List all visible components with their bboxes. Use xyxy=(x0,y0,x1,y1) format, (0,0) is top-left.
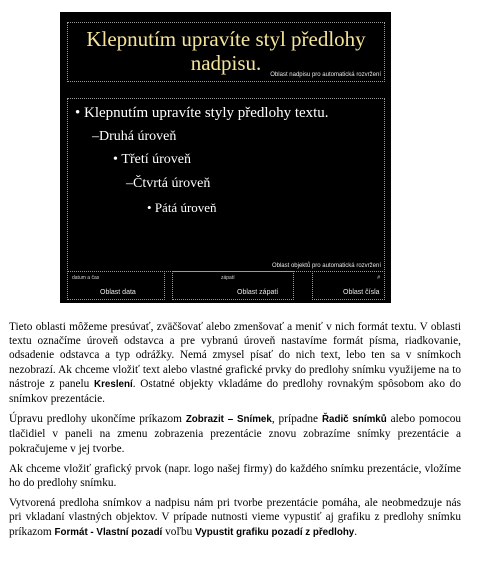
bullet-3: • xyxy=(113,152,118,167)
footer-placeholder[interactable] xyxy=(172,271,294,300)
bullet-4: – xyxy=(126,176,133,191)
p2-text-e: alebo pomocou tlačidiel v paneli na zmenu zobrazenia prezentácie znovu zobrazíme snímky prezentácie a pokračujeme v jej tvorbe. xyxy=(9,413,462,455)
document-text xyxy=(9,320,461,546)
number-field-code: # xyxy=(377,275,380,281)
paragraph-3: Ak chceme vložiť grafický prvok (napr. logo našej firmy) do každého snímku prezentácie, vložíme ho do predlohy snímku. xyxy=(9,462,461,490)
bullet-1: • xyxy=(75,105,81,121)
body-level-2 xyxy=(92,129,176,145)
level-3-text: Třetí úroveň xyxy=(121,152,191,167)
level-1-text: Klepnutím upravíte styly předlohy textu. xyxy=(84,105,329,121)
title-text: Klepnutím upravíte styl předlohy nadpisu. xyxy=(86,27,366,75)
number-area-label: Oblast čísla xyxy=(343,289,380,296)
p1-command-kresleni: Kreslení xyxy=(94,378,133,390)
level-5-text: Pátá úroveň xyxy=(154,200,217,215)
p1-text-a: Tieto oblasti môžeme presúvať, zväčšovať alebo zmenšovať a meniť v nich formát textu. V oblasti textu označíme úroveň odstavca a pre vybranú úroveň nastavíme formát písma, riadkovanie, odsadenie odstavca a typ odrážky. Nemá zmysel písať do nich text, lebo ten sa v snímkoch nezobrazí. Ak chceme vložiť text alebo vlastné grafické prvky do predlohy snímku využijeme na to nástroje z panelu xyxy=(9,321,461,390)
date-area-label: Oblast data xyxy=(100,289,136,296)
bullet-5: • xyxy=(147,200,152,215)
title-area-label: Oblast nadpisu pro automatická rozvržení xyxy=(270,72,381,78)
date-placeholder[interactable] xyxy=(67,271,165,300)
p4-text-e: . xyxy=(354,525,358,538)
slide-master-preview xyxy=(60,12,391,303)
p2-text-c: , prípadne xyxy=(271,413,322,426)
p2-text-a: Úpravu predlohy ukončíme príkazom xyxy=(9,413,186,426)
p2-command-zobrazit-snimek: Zobrazit – Snímek xyxy=(185,414,272,426)
paragraph-2 xyxy=(9,412,461,456)
number-placeholder[interactable] xyxy=(312,271,385,300)
body-level-4 xyxy=(126,176,210,192)
body-level-1 xyxy=(75,105,329,122)
body-area-label: Oblast objektů pro automatická rozvržení xyxy=(271,263,381,269)
level-4-text: Čtvrtá úroveň xyxy=(133,176,211,191)
level-2-text: Druhá úroveň xyxy=(99,129,177,144)
p4-command-vlastni-pozadi: Formát - Vlastní pozadí xyxy=(54,526,163,538)
paragraph-1 xyxy=(9,320,461,406)
p4-option-vypustit-grafiku: Vypustit grafiku pozadí z předlohy xyxy=(195,526,355,538)
p1-text-c: . Ostatné objekty vkladáme do predlohy rovnakým spôsobom ako do snímkov prezentácie. xyxy=(9,377,461,406)
date-field-code: datum a čas xyxy=(72,275,100,281)
body-level-3 xyxy=(113,152,191,168)
footer-field-code: zápatí xyxy=(221,275,235,281)
body-level-5 xyxy=(147,200,217,216)
footer-area-label: Oblast zápatí xyxy=(237,289,279,296)
p2-command-radic-snimku: Řadič snímků xyxy=(321,414,387,426)
paragraph-4 xyxy=(9,496,461,540)
title-placeholder[interactable] xyxy=(67,22,385,82)
p4-text-a: Vytvorená predloha snímkov a nadpisu nám pri tvorbe prezentácie pomáha, ale neobmedzuje nás pri vkladaní vlastných objektov. V prípade nutnosti vieme vypustiť aj grafiku z predlohy snímku príkazom xyxy=(9,497,461,538)
bullet-2: – xyxy=(92,129,99,144)
body-placeholder[interactable] xyxy=(67,98,385,272)
p4-text-c: voľbu xyxy=(162,525,196,538)
